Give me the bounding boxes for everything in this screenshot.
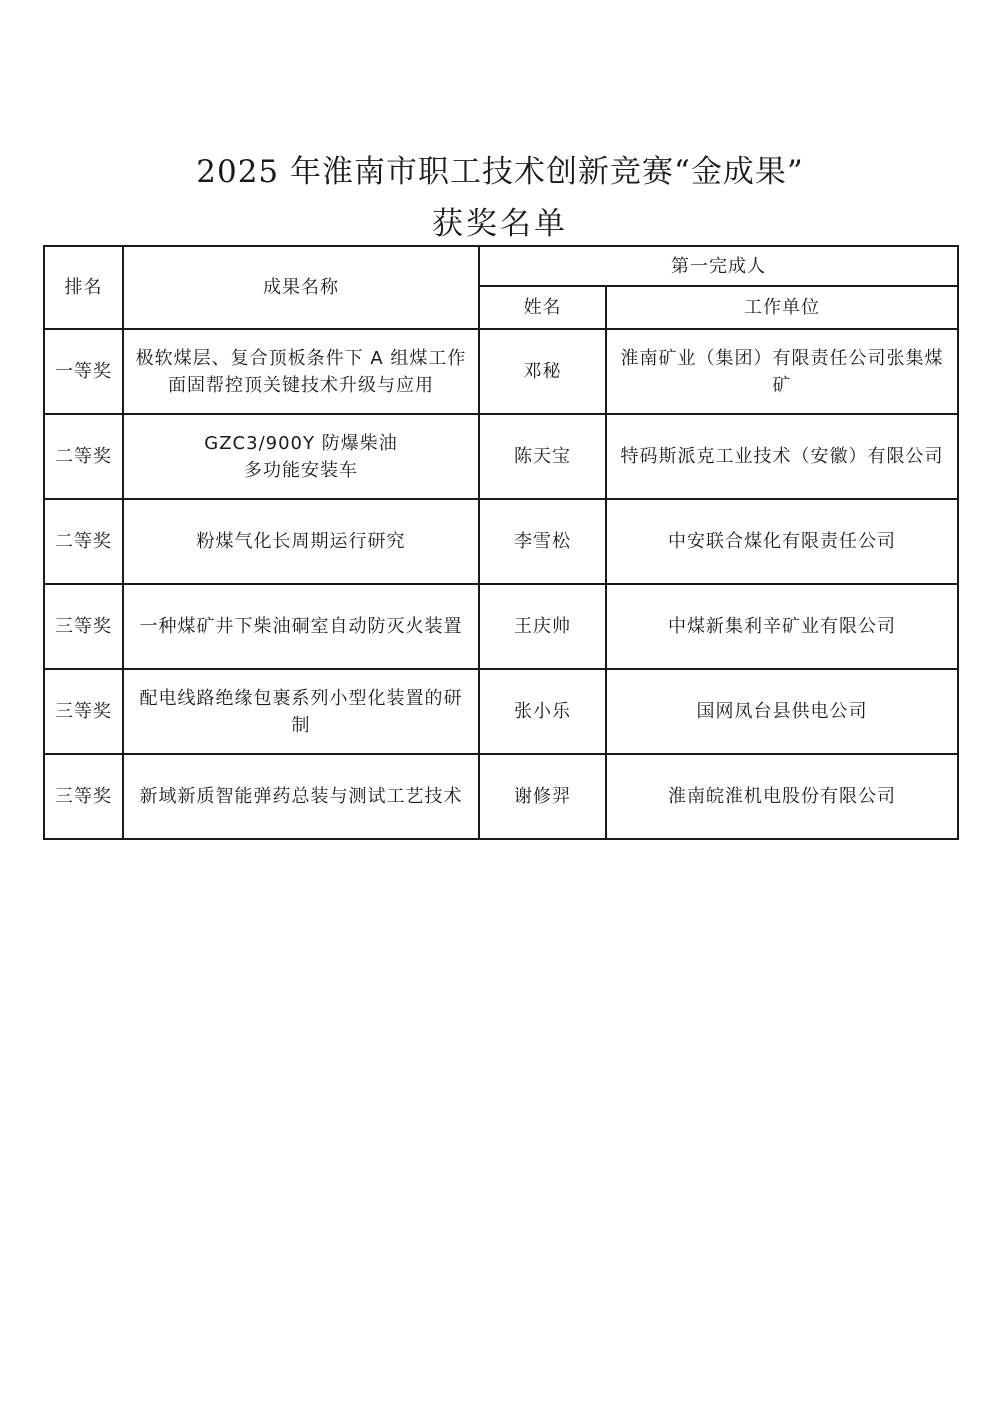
achievement-cell: 粉煤气化长周期运行研究 <box>123 499 479 584</box>
header-name: 姓名 <box>479 286 606 329</box>
name-cell: 张小乐 <box>479 669 606 754</box>
table-header-row <box>44 246 958 286</box>
unit-cell: 特码斯派克工业技术（安徽）有限公司 <box>606 414 958 499</box>
achievement-cell: 配电线路绝缘包裹系列小型化装置的研制 <box>123 669 479 754</box>
name-cell: 谢修羿 <box>479 754 606 839</box>
unit-cell: 淮南矿业（集团）有限责任公司张集煤矿 <box>606 329 958 414</box>
achievement-cell <box>123 414 479 499</box>
name-cell: 邓秘 <box>479 329 606 414</box>
name-cell: 李雪松 <box>479 499 606 584</box>
table-row <box>44 669 958 754</box>
rank-cell: 三等奖 <box>44 669 123 754</box>
rank-cell: 二等奖 <box>44 499 123 584</box>
name-cell: 王庆帅 <box>479 584 606 669</box>
achievement-cell: 新域新质智能弹药总装与测试工艺技术 <box>123 754 479 839</box>
header-first-finisher: 第一完成人 <box>479 246 958 286</box>
document-subtitle: 获奖名单 <box>432 206 568 242</box>
table-row <box>44 329 958 414</box>
unit-cell: 中煤新集利辛矿业有限公司 <box>606 584 958 669</box>
achievement-cell: 一种煤矿井下柴油硐室自动防灭火装置 <box>123 584 479 669</box>
achievement-cell: 极软煤层、复合顶板条件下 A 组煤工作面固帮控顶关键技术升级与应用 <box>123 329 479 414</box>
rank-cell: 一等奖 <box>44 329 123 414</box>
rank-cell: 三等奖 <box>44 584 123 669</box>
header-work-unit: 工作单位 <box>606 286 958 329</box>
table-row <box>44 754 958 839</box>
rank-cell: 三等奖 <box>44 754 123 839</box>
table-row <box>44 499 958 584</box>
name-cell: 陈天宝 <box>479 414 606 499</box>
award-table <box>43 245 959 840</box>
rank-cell: 二等奖 <box>44 414 123 499</box>
document-title: 2025 年淮南市职工技术创新竞赛“金成果” <box>196 154 804 190</box>
table-row <box>44 584 958 669</box>
achievement-line: 多功能安装车 <box>244 459 358 481</box>
unit-cell: 中安联合煤化有限责任公司 <box>606 499 958 584</box>
achievement-line: GZC3/900Y 防爆柴油 <box>204 432 398 454</box>
table-row <box>44 414 958 499</box>
unit-cell: 国网凤台县供电公司 <box>606 669 958 754</box>
header-achievement: 成果名称 <box>123 246 479 329</box>
header-rank: 排名 <box>44 246 123 329</box>
unit-cell: 淮南皖淮机电股份有限公司 <box>606 754 958 839</box>
